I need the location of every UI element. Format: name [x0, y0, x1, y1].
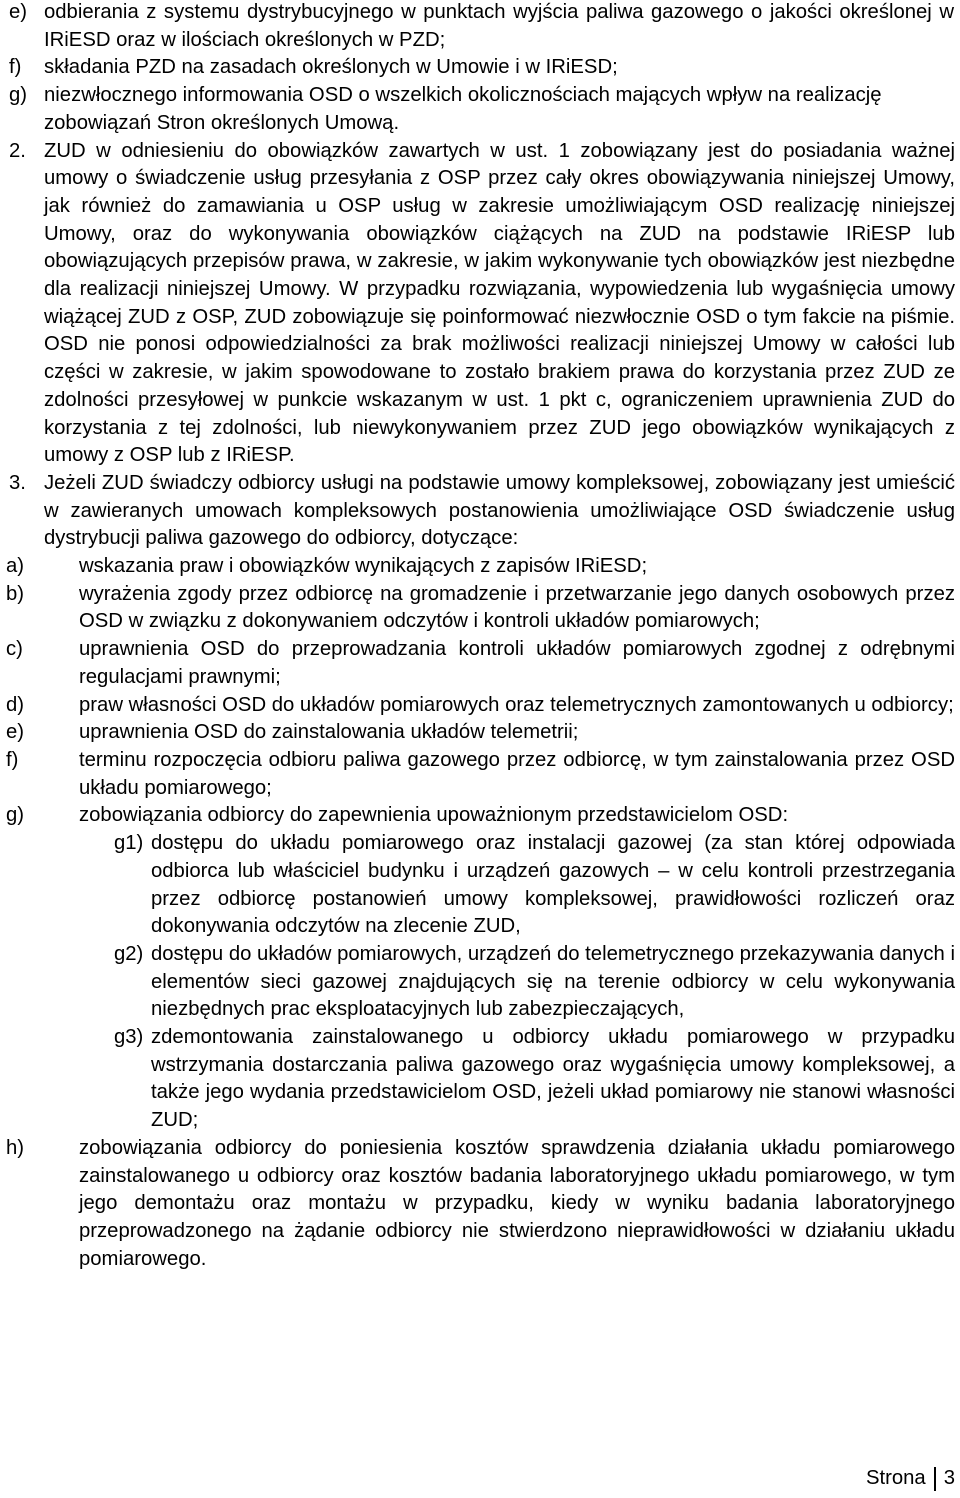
letter-item-g — [0, 802, 960, 830]
letter-item-label: c) — [6, 638, 23, 661]
letter-item-label: g) — [6, 804, 25, 827]
list-item-e — [0, 0, 960, 54]
letter-item-text: praw własności OSD do układów pomiarowych oraz telemetrycznych zamontowanych u odbiorcy; — [79, 693, 954, 716]
letter-item-label: e) — [6, 721, 25, 744]
letter-item-c — [0, 636, 960, 691]
paragraph-2 — [0, 138, 960, 470]
list-item-text: składania PZD na zasadach określonych w Umowie i w IRiESD; — [44, 56, 618, 79]
letter-item-f — [0, 747, 960, 802]
letter-item-h — [0, 1135, 960, 1274]
paragraph-text: Jeżeli ZUD świadczy odbiorcy usługi na podstawie umowy kompleksowej, zobowiązany jest umieścić w zawieranych umowach kompleksowych postanowienia umożliwiające OSD świadczenie usług dystrybucji paliwa gazowego do odbiorcy, dotyczące: — [44, 471, 955, 550]
list-item-text: niezwłocznego informowania OSD o wszelkich okolicznościach mających wpływ na realizację zobowiązań Stron określonych Umową. — [44, 84, 882, 134]
letter-item-text: wskazania praw i obowiązków wynikających z zapisów IRiESD; — [79, 555, 648, 578]
letter-item-label: h) — [6, 1136, 25, 1159]
sub-item-label: g2) — [114, 942, 144, 965]
list-item-text: odbierania z systemu dystrybucyjnego w punktach wyjścia paliwa gazowego o jakości określonej w IRiESD oraz w ilościach określonych w PZD; — [44, 1, 954, 51]
page-footer — [866, 1465, 955, 1493]
letter-item-e — [0, 719, 960, 747]
letter-item-text: zobowiązania odbiorcy do zapewnienia upoważnionym przedstawicielom OSD: — [79, 804, 789, 827]
letter-item-text: terminu rozpoczęcia odbioru paliwa gazowego przez odbiorcę, w tym zainstalowania przez OSD układu pomiarowego; — [79, 748, 955, 799]
sub-item-label: g3) — [114, 1026, 144, 1049]
list-item-f — [0, 54, 960, 82]
letter-item-d — [0, 692, 960, 720]
letter-item-a — [0, 553, 960, 581]
letter-item-b — [0, 581, 960, 636]
list-item-label: e) — [9, 1, 28, 23]
sub-item-text: dostępu do układów pomiarowych, urządzeń do telemetrycznego przekazywania danych i elementów sieci gazowej znajdujących się na terenie odbiorcy w celu wykonywania niezbędnych prac eksploatacyjnych lub zabezpieczających, — [151, 942, 955, 1021]
paragraph-number: 2. — [9, 139, 26, 162]
sub-item-g3 — [0, 1024, 960, 1135]
sub-item-text: dostępu do układu pomiarowego oraz instalacji gazowej (za stan której odpowiada odbiorca lub właściciel budynku i urządzeń gazowych – w celu kontroli przestrzegania przez odbiorcę postanowień umowy kompleksowej, prawidłowości rozliczeń oraz dokonywania odczytów na zlecenie ZUD, — [151, 832, 955, 938]
list-item-g — [0, 82, 960, 137]
page-number: 3 — [943, 1467, 955, 1489]
letter-item-label: b) — [6, 582, 25, 605]
list-item-label: g) — [9, 84, 28, 107]
letter-item-text: zobowiązania odbiorcy do poniesienia kosztów sprawdzenia działania układu pomiarowego zainstalowanego u odbiorcy oraz kosztów badania laboratoryjnego układu pomiarowego, w tym jego demontażu oraz montażu w przypadku, kiedy w wyniku badania laboratoryjnego przeprowadzonego na żądanie odbiorcy nie stwierdzono nieprawidłowości w działaniu układu pomiarowego. — [79, 1136, 955, 1270]
paragraph-text: ZUD w odniesieniu do obowiązków zawartych w ust. 1 zobowiązany jest do posiadania ważnej umowy o świadczenie usług przesyłania z OSP przez cały okres obowiązywania niniejszej Umowy, jak również do zamawiania u OSP usług w zakresie umożliwiającym OSD realizację niniejszej Umowy, oraz do wykonywania obowiązków ciążących na ZUD na podstawie IRiESP lub obowiązujących przepisów prawa, w zakresie, w jakim wykonywanie tych obowiązków jest niezbędne dla realizacji niniejszej Umowy. W przypadku rozwiązania, wypowiedzenia lub wygaśnięcia umowy wiążącej ZUD z OSP, ZUD zobowiązuje się poinformować niezwłocznie OSD o tym fakcie na piśmie. OSD nie ponosi odpowiedzialności za brak możliwości realizacji niniejszej Umowy w całości lub części w zakresie, w jakim spowodowane to zostało brakiem prawa do korzystania przez ZUD ze zdolności przesyłowej w punkcie wskazanym w ust. 1 pkt c, ograniczeniem uprawnienia ZUD do korzystania z tej zdolności, lub niewykonywaniem przez ZUD jego obowiązków wynikających z umowy z OSP lub z IRiESP. — [44, 139, 955, 467]
letter-item-text: uprawnienia OSD do zainstalowania układów telemetrii; — [79, 721, 579, 744]
footer-label: Strona — [865, 1467, 926, 1489]
letter-item-label: a) — [6, 555, 25, 578]
paragraph-3 — [0, 470, 960, 553]
sub-item-g1 — [0, 830, 960, 941]
list-item-label: f) — [9, 56, 22, 79]
sub-item-text: zdemontowania zainstalowanego u odbiorcy układu pomiarowego w przypadku wstrzymania dostarczania paliwa gazowego oraz wygaśnięcia umowy kompleksowej, a także jego wydania przedstawicielom OSD, jeżeli układ pomiarowy nie stanowi własności ZUD; — [151, 1026, 955, 1132]
sub-item-label: g1) — [114, 832, 144, 855]
sub-item-g2 — [0, 941, 960, 1024]
paragraph-number: 3. — [9, 471, 26, 494]
letter-item-label: f) — [6, 748, 19, 771]
letter-item-text: wyrażenia zgody przez odbiorcę na gromadzenie i przetwarzanie jego danych osobowych przez OSD w związku z dokonywaniem odczytów i kontroli układów pomiarowych; — [79, 582, 955, 633]
letter-item-label: d) — [6, 693, 25, 716]
letter-item-text: uprawnienia OSD do przeprowadzania kontroli układów pomiarowych zgodnej z odrębnymi regulacjami prawnymi; — [79, 638, 955, 688]
